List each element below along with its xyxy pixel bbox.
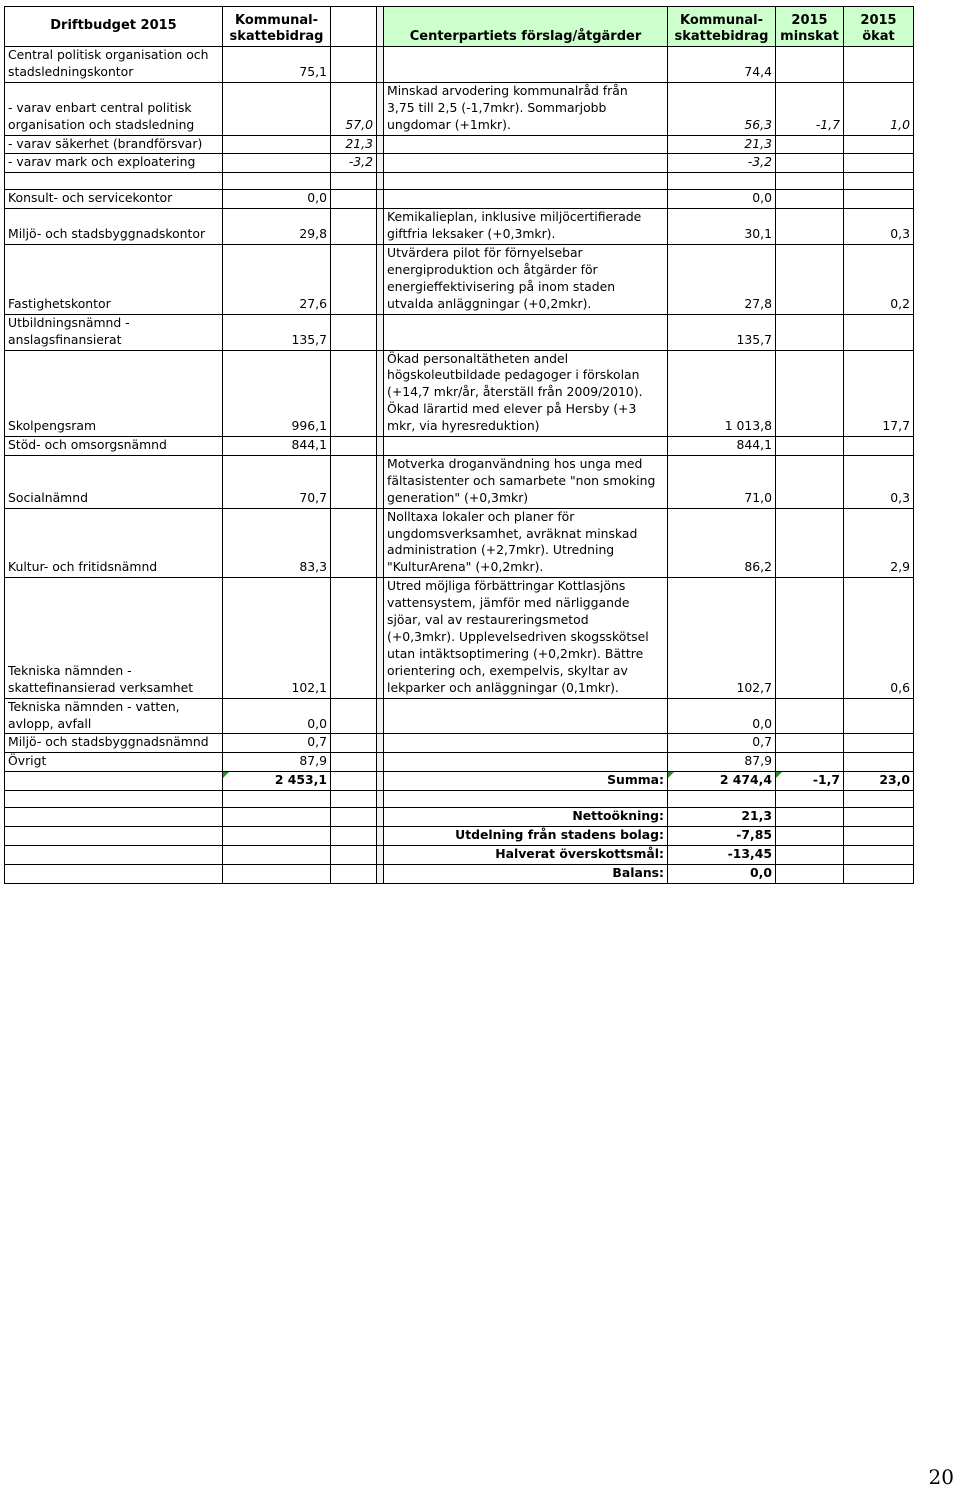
- row-kommunal: 87,9: [223, 753, 331, 772]
- row-gap: [377, 245, 384, 315]
- balance-value: 0,0: [668, 864, 776, 883]
- row-name: - varav mark och exploatering: [5, 154, 223, 173]
- row-gap: [377, 753, 384, 772]
- row-minskat: [776, 734, 844, 753]
- row-okat: [844, 154, 914, 173]
- row-kommunal: 102,1: [223, 578, 331, 698]
- summa-minskat: -1,7: [776, 772, 844, 791]
- row-minskat: [776, 508, 844, 578]
- row-forslag: Motverka droganvändning hos unga med fältasistenter och samarbete "non smoking generation" (+0,3mkr): [384, 455, 668, 508]
- row-name: [5, 173, 223, 190]
- row-okat: 0,2: [844, 245, 914, 315]
- row-name: Övrigt: [5, 753, 223, 772]
- row-forslag: [384, 190, 668, 209]
- row-forslag: [384, 173, 668, 190]
- balance-gap: [377, 845, 384, 864]
- row-name: Skolpengsram: [5, 350, 223, 437]
- page-number: 20: [928, 1465, 954, 1489]
- row-gap: [377, 82, 384, 135]
- balance-empty: [844, 845, 914, 864]
- table-row: [5, 245, 914, 315]
- summa-kommunal: 2 453,1: [223, 772, 331, 791]
- row-kommunal-2: 135,7: [668, 314, 776, 350]
- row-kommunal: 135,7: [223, 314, 331, 350]
- balance-empty: [5, 808, 223, 827]
- row-sub-value: [331, 47, 377, 83]
- balance-label: Halverat överskottsmål:: [384, 845, 668, 864]
- blank-row: [5, 791, 914, 808]
- row-name: Stöd- och omsorgsnämnd: [5, 437, 223, 456]
- balance-empty: [844, 827, 914, 846]
- header-row: [5, 7, 914, 47]
- balance-empty: [223, 864, 331, 883]
- balance-row: [5, 827, 914, 846]
- balance-empty: [5, 864, 223, 883]
- row-minskat: [776, 350, 844, 437]
- balance-gap: [377, 808, 384, 827]
- row-kommunal: 70,7: [223, 455, 331, 508]
- sheet-title: Driftbudget 2015: [5, 7, 223, 47]
- row-name: Tekniska nämnden - vatten, avlopp, avfall: [5, 698, 223, 734]
- row-name: Miljö- och stadsbyggnadskontor: [5, 209, 223, 245]
- table-row: [5, 82, 914, 135]
- row-sub-value: [331, 190, 377, 209]
- row-name: Miljö- och stadsbyggnadsnämnd: [5, 734, 223, 753]
- row-sub-value: [331, 437, 377, 456]
- row-gap: [377, 314, 384, 350]
- blank-cell: [377, 791, 384, 808]
- row-sub-value: 57,0: [331, 82, 377, 135]
- row-kommunal-2: 0,0: [668, 698, 776, 734]
- row-minskat: [776, 245, 844, 315]
- balance-empty: [5, 845, 223, 864]
- row-kommunal-2: 86,2: [668, 508, 776, 578]
- row-forslag: Utred möjliga förbättringar Kottlasjöns vattensystem, jämför med närliggande sjöar, val av restaureringsmetod (+0,3mkr). Upplevelsedriven skogsskötsel utan intäktsoptimering (+0,2mkr). Bättre orientering och, exempelvis, skyltar av lekparker och anläggningar (0,1mkr).: [384, 578, 668, 698]
- row-kommunal: 0,7: [223, 734, 331, 753]
- table-row: [5, 350, 914, 437]
- table-row: [5, 190, 914, 209]
- row-name: Socialnämnd: [5, 455, 223, 508]
- row-gap: [377, 508, 384, 578]
- balance-empty: [331, 864, 377, 883]
- row-kommunal-2: 87,9: [668, 753, 776, 772]
- header-forslag: Centerpartiets förslag/åtgärder: [384, 7, 668, 47]
- row-kommunal: 83,3: [223, 508, 331, 578]
- row-kommunal-2: 30,1: [668, 209, 776, 245]
- table-row: [5, 314, 914, 350]
- row-okat: 2,9: [844, 508, 914, 578]
- row-okat: 17,7: [844, 350, 914, 437]
- table-row: [5, 173, 914, 190]
- row-forslag: [384, 437, 668, 456]
- row-name: - varav enbart central politisk organisation och stadsledning: [5, 82, 223, 135]
- row-minskat: [776, 698, 844, 734]
- budget-table: [4, 6, 914, 884]
- row-gap: [377, 350, 384, 437]
- summa-kommunal-2: 2 474,4: [668, 772, 776, 791]
- row-kommunal-2: 74,4: [668, 47, 776, 83]
- row-minskat: [776, 173, 844, 190]
- table-row: [5, 154, 914, 173]
- balance-row: [5, 864, 914, 883]
- row-sub-value: [331, 455, 377, 508]
- row-forslag: Minskad arvodering kommunalråd från 3,75 till 2,5 (-1,7mkr). Sommarjobb ungdomar (+1mkr).: [384, 82, 668, 135]
- blank-cell: [384, 791, 668, 808]
- balance-empty: [5, 827, 223, 846]
- blank-cell: [5, 791, 223, 808]
- balance-label: Balans:: [384, 864, 668, 883]
- table-row: [5, 698, 914, 734]
- blank-cell: [668, 791, 776, 808]
- row-kommunal: 27,6: [223, 245, 331, 315]
- row-minskat: [776, 209, 844, 245]
- table-row: [5, 508, 914, 578]
- row-minskat: [776, 314, 844, 350]
- summa-row: [5, 772, 914, 791]
- row-kommunal-2: 0,0: [668, 190, 776, 209]
- balance-empty: [331, 808, 377, 827]
- table-row: [5, 578, 914, 698]
- row-okat: 0,6: [844, 578, 914, 698]
- row-minskat: [776, 154, 844, 173]
- balance-empty: [776, 845, 844, 864]
- row-kommunal: 844,1: [223, 437, 331, 456]
- row-sub-value: [331, 734, 377, 753]
- balance-empty: [223, 808, 331, 827]
- row-gap: [377, 578, 384, 698]
- table-row: [5, 437, 914, 456]
- row-kommunal-2: 1 013,8: [668, 350, 776, 437]
- row-name: Konsult- och servicekontor: [5, 190, 223, 209]
- row-kommunal-2: 21,3: [668, 135, 776, 154]
- row-gap: [377, 698, 384, 734]
- summa-sub-empty: [331, 772, 377, 791]
- row-minskat: [776, 455, 844, 508]
- blank-cell: [223, 791, 331, 808]
- row-okat: [844, 753, 914, 772]
- row-minskat: [776, 578, 844, 698]
- balance-gap: [377, 864, 384, 883]
- row-kommunal-2: 27,8: [668, 245, 776, 315]
- summa-okat: 23,0: [844, 772, 914, 791]
- row-okat: [844, 173, 914, 190]
- header-gap: [377, 7, 384, 47]
- balance-empty: [223, 845, 331, 864]
- balance-empty: [223, 827, 331, 846]
- row-okat: [844, 190, 914, 209]
- blank-cell: [844, 791, 914, 808]
- row-kommunal: 996,1: [223, 350, 331, 437]
- table-row: [5, 753, 914, 772]
- row-name: Fastighetskontor: [5, 245, 223, 315]
- row-forslag: Kemikalieplan, inklusive miljöcertifierade giftfria leksaker (+0,3mkr).: [384, 209, 668, 245]
- row-forslag: Ökad personaltätheten andel högskoleutbildade pedagoger i förskolan (+14,7 mkr/år, återställ från 2009/2010). Ökad lärartid med elever på Hersby (+3 mkr, via hyresreduktion): [384, 350, 668, 437]
- balance-empty: [844, 808, 914, 827]
- row-minskat: [776, 190, 844, 209]
- balance-label: Utdelning från stadens bolag:: [384, 827, 668, 846]
- row-kommunal-2: 102,7: [668, 578, 776, 698]
- row-gap: [377, 190, 384, 209]
- row-sub-value: [331, 698, 377, 734]
- row-gap: [377, 173, 384, 190]
- balance-empty: [776, 808, 844, 827]
- balance-value: -13,45: [668, 845, 776, 864]
- balance-empty: [844, 864, 914, 883]
- row-sub-value: [331, 753, 377, 772]
- row-gap: [377, 47, 384, 83]
- row-minskat: [776, 753, 844, 772]
- row-forslag: [384, 154, 668, 173]
- row-kommunal-2: 0,7: [668, 734, 776, 753]
- row-gap: [377, 734, 384, 753]
- balance-empty: [331, 827, 377, 846]
- header-okat: 2015 ökat: [844, 7, 914, 47]
- row-forslag: [384, 47, 668, 83]
- header-kommunal-2: Kommunal- skattebidrag: [668, 7, 776, 47]
- balance-value: -7,85: [668, 827, 776, 846]
- table-row: [5, 47, 914, 83]
- row-sub-value: 21,3: [331, 135, 377, 154]
- balance-row: [5, 845, 914, 864]
- row-name: Central politisk organisation och stadsledningskontor: [5, 47, 223, 83]
- row-kommunal: 0,0: [223, 190, 331, 209]
- table-row: [5, 455, 914, 508]
- row-sub-value: [331, 314, 377, 350]
- row-kommunal: [223, 154, 331, 173]
- row-forslag: [384, 135, 668, 154]
- row-okat: 0,3: [844, 209, 914, 245]
- balance-empty: [331, 845, 377, 864]
- row-kommunal: 75,1: [223, 47, 331, 83]
- balance-row: [5, 808, 914, 827]
- table-row: [5, 135, 914, 154]
- row-kommunal-2: 844,1: [668, 437, 776, 456]
- row-minskat: [776, 47, 844, 83]
- summa-gap: [377, 772, 384, 791]
- row-forslag: [384, 734, 668, 753]
- row-okat: 0,3: [844, 455, 914, 508]
- balance-label: Nettoökning:: [384, 808, 668, 827]
- row-okat: [844, 47, 914, 83]
- row-kommunal-2: -3,2: [668, 154, 776, 173]
- summa-empty: [5, 772, 223, 791]
- header-minskat: 2015 minskat: [776, 7, 844, 47]
- row-name: Tekniska nämnden - skattefinansierad verksamhet: [5, 578, 223, 698]
- row-okat: [844, 135, 914, 154]
- row-forslag: [384, 698, 668, 734]
- row-sub-value: [331, 209, 377, 245]
- row-okat: 1,0: [844, 82, 914, 135]
- row-kommunal-2: [668, 173, 776, 190]
- row-kommunal: [223, 135, 331, 154]
- row-okat: [844, 437, 914, 456]
- header-kommunal: Kommunal- skattebidrag: [223, 7, 331, 47]
- header-empty: [331, 7, 377, 47]
- row-sub-value: [331, 350, 377, 437]
- row-gap: [377, 135, 384, 154]
- row-sub-value: [331, 508, 377, 578]
- row-gap: [377, 437, 384, 456]
- row-forslag: Utvärdera pilot för förnyelsebar energiproduktion och åtgärder för energieffektivisering på inom staden utvalda anläggningar (+0,2mkr).: [384, 245, 668, 315]
- row-kommunal-2: 56,3: [668, 82, 776, 135]
- row-gap: [377, 209, 384, 245]
- row-forslag: [384, 314, 668, 350]
- row-name: - varav säkerhet (brandförsvar): [5, 135, 223, 154]
- summa-label: Summa:: [384, 772, 668, 791]
- row-minskat: [776, 135, 844, 154]
- blank-cell: [776, 791, 844, 808]
- row-forslag: Nolltaxa lokaler och planer för ungdomsverksamhet, avräknat minskad administration (+2,7mkr). Utredning "KulturArena" (+0,2mkr).: [384, 508, 668, 578]
- table-row: [5, 734, 914, 753]
- blank-cell: [331, 791, 377, 808]
- row-forslag: [384, 753, 668, 772]
- row-gap: [377, 154, 384, 173]
- balance-value: 21,3: [668, 808, 776, 827]
- row-sub-value: [331, 245, 377, 315]
- balance-empty: [776, 827, 844, 846]
- table-row: [5, 209, 914, 245]
- balance-empty: [776, 864, 844, 883]
- row-sub-value: [331, 578, 377, 698]
- row-minskat: -1,7: [776, 82, 844, 135]
- row-sub-value: [331, 173, 377, 190]
- balance-gap: [377, 827, 384, 846]
- row-kommunal: 29,8: [223, 209, 331, 245]
- row-name: Utbildningsnämnd - anslagsfinansierat: [5, 314, 223, 350]
- row-kommunal-2: 71,0: [668, 455, 776, 508]
- row-gap: [377, 455, 384, 508]
- row-kommunal: 0,0: [223, 698, 331, 734]
- row-okat: [844, 314, 914, 350]
- row-sub-value: -3,2: [331, 154, 377, 173]
- row-minskat: [776, 437, 844, 456]
- row-okat: [844, 698, 914, 734]
- row-name: Kultur- och fritidsnämnd: [5, 508, 223, 578]
- row-kommunal: [223, 82, 331, 135]
- row-kommunal: [223, 173, 331, 190]
- row-okat: [844, 734, 914, 753]
